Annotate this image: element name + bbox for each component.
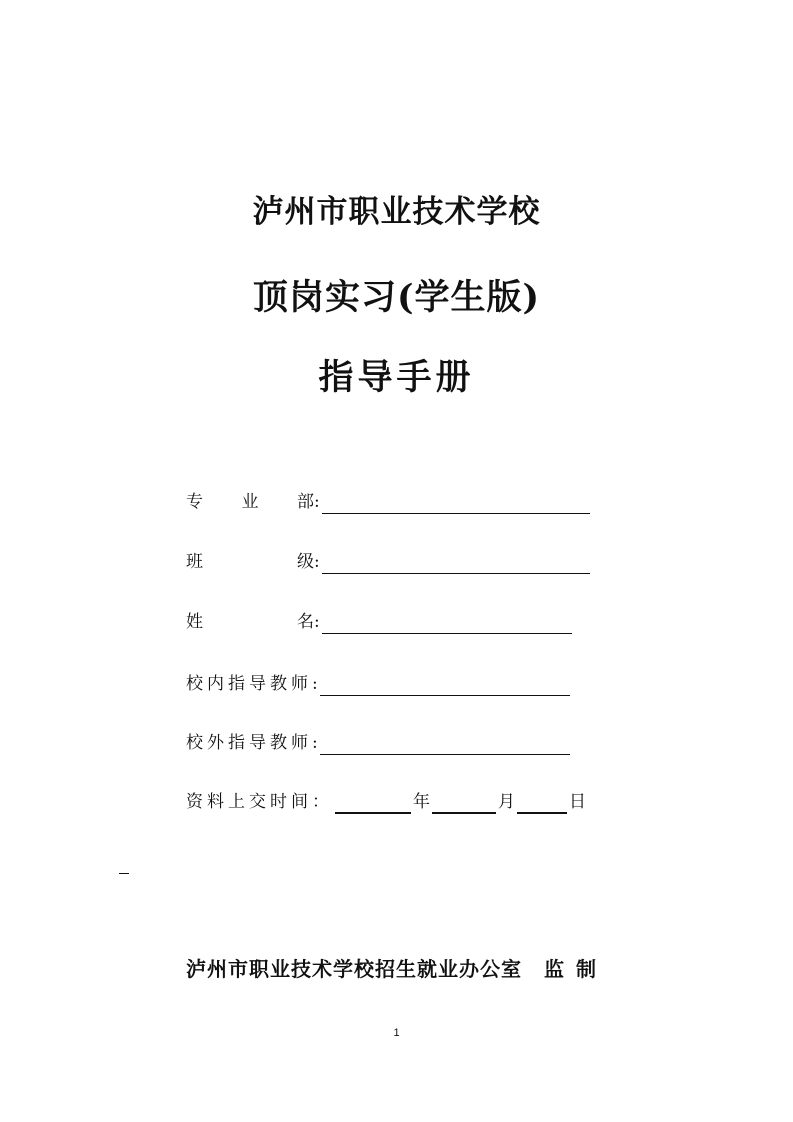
submit-year-input[interactable] (335, 794, 411, 814)
department-input[interactable] (322, 495, 590, 514)
issuing-office (186, 953, 608, 982)
stray-dash-mark (119, 873, 129, 874)
page-number: 1 (393, 1027, 400, 1039)
class-field: 班 级 : (186, 550, 590, 574)
class-input[interactable] (322, 555, 590, 574)
day-label: 日 (569, 792, 586, 812)
document-title: 顶岗实习(学生版) (252, 277, 541, 318)
submit-month-input[interactable] (432, 794, 496, 814)
name-input[interactable] (322, 615, 572, 634)
external-teacher-label: 校外指导教师 (186, 733, 312, 753)
external-teacher-input[interactable] (320, 736, 570, 755)
name-field: 姓 名 : (186, 610, 572, 634)
external-teacher-field: 校外指导教师: (186, 731, 570, 755)
name-label: 姓 名 (186, 612, 314, 632)
submit-day-input[interactable] (517, 794, 567, 814)
supervision-label: 监制 (544, 957, 608, 981)
month-label: 月 (498, 792, 515, 812)
department-field: 专 业 部 : (186, 490, 590, 514)
submit-time-field: 资料上交时间： 年 月 日 (186, 792, 586, 812)
office-name: 泸州市职业技术学校招生就业办公室 (186, 957, 522, 981)
submit-time-label: 资料上交时间 (186, 792, 312, 812)
internal-teacher-label: 校内指导教师 (186, 674, 312, 694)
document-subtitle: 指导手册 (318, 358, 475, 398)
class-label: 班 级 (186, 552, 314, 572)
department-label: 专 业 部 (186, 492, 314, 512)
internal-teacher-field: 校内指导教师: (186, 672, 570, 696)
year-label: 年 (413, 792, 430, 812)
internal-teacher-input[interactable] (320, 677, 570, 696)
school-name: 泸州市职业技术学校 (252, 194, 541, 230)
